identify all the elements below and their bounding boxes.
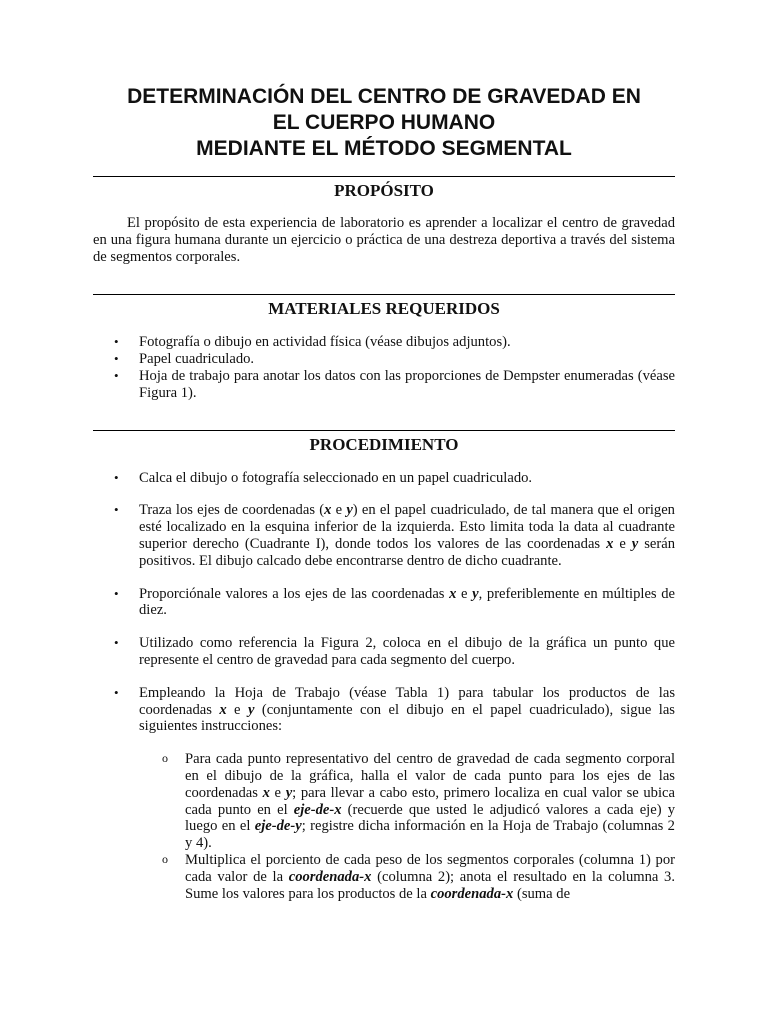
section-divider — [93, 176, 675, 177]
circle-bullet-icon: o — [162, 751, 168, 766]
proposito-paragraph: El propósito de esta experiencia de laboratorio es aprender a localizar el centro de gravedad en una figura humana durante un ejercicio o práctica de una destreza deportiva a través del sistema de segmentos corporales. — [93, 215, 675, 265]
bullet-icon: • — [114, 635, 119, 651]
bullet-icon: • — [114, 585, 119, 601]
list-item: • Traza los ejes de coordenadas (x e y) en el papel cuadriculado, de tal manera que el origen esté localizado en la esquina inferior de la izquierda. Esto limita toda la data al cuadrante superior derecho (Cuadrante I), donde todos los valores de las coordenadas x e y serán positivos. El dibujo calcado debe encontrarse dentro de dicho cuadrante. — [114, 502, 675, 569]
section-divider — [93, 430, 675, 431]
list-item: • Utilizado como referencia la Figura 2, coloca en el dibujo de la gráfica un punto que represente el centro de gravedad para cada segmento del cuerpo. — [114, 635, 675, 668]
section-heading-materiales: MATERIALES REQUERIDOS — [268, 299, 500, 319]
procedimiento-list — [93, 470, 675, 903]
list-item: • Hoja de trabajo para anotar los datos con las proporciones de Dempster enumeradas (véase Figura 1). — [114, 367, 675, 401]
bullet-icon: • — [114, 469, 119, 485]
list-item: • Empleando la Hoja de Trabajo (véase Tabla 1) para tabular los productos de las coordenadas x e y (conjuntamente con el dibujo en el papel cuadriculado), sigue las siguientes instrucciones: o Para cada punto representativo del centro de gravedad de cada segmento corporal en el dibujo de la gráfica, halla el valor de cada punto para los ejes de las coordenadas x e y; para llevar a cabo esto, primero localiza en cual valor se ubica cada punto en el eje-de-x (recuerde que usted le adjudicó valores a cada eje) y luego en el eje-de-y; registre dicha información en la Hoja de Trabajo (columnas 2 y 4). o Multiplica el porciento de cada peso de los segmentos corporales (columna 1) por cada valor de la coordenada-x (columna 2); anota el resultado en la columna 3. Sume los valores para los productos de la coordenada-x (suma de — [93, 685, 675, 903]
title-line-2: EL CUERPO HUMANO — [272, 111, 496, 134]
list-item: • Fotografía o dibujo en actividad física (véase dibujos adjuntos). — [114, 334, 511, 351]
list-item: • Proporciónale valores a los ejes de las coordenadas x e y, preferiblemente en múltiples de diez. — [114, 585, 676, 619]
bullet-icon: • — [114, 684, 119, 700]
circle-bullet-icon: o — [162, 851, 168, 866]
sublist-item: o Multiplica el porciento de cada peso de los segmentos corporales (columna 1) por cada valor de la coordenada-x (columna 2); anota el resultado en la columna 3. Sume los valores para los productos de la coordenada-x (suma de — [162, 851, 675, 902]
instrucciones-sublist — [139, 751, 675, 902]
section-heading-proposito: PROPÓSITO — [334, 181, 434, 200]
bullet-icon: • — [114, 334, 119, 350]
bullet-icon: • — [114, 367, 119, 383]
sublist-item: o Para cada punto representativo del centro de gravedad de cada segmento corporal en el dibujo de la gráfica, halla el valor de cada punto para los ejes de las coordenadas x e y; para llevar a cabo esto, primero localiza en cual valor se ubica cada punto en el eje-de-x (recuerde que usted le adjudicó valores a cada eje) y luego en el eje-de-y; registre dicha información en la Hoja de Trabajo (columnas 2 y 4). — [162, 751, 675, 852]
document-title — [93, 84, 675, 162]
document-page — [93, 84, 675, 902]
list-item: • Calca el dibujo o fotografía seleccionado en un papel cuadriculado. — [114, 469, 533, 486]
title-line-3: MEDIANTE EL MÉTODO SEGMENTAL — [196, 137, 572, 160]
bullet-icon: • — [114, 502, 119, 518]
list-item: • Papel cuadriculado. — [114, 351, 255, 368]
section-divider — [93, 294, 675, 295]
bullet-icon: • — [114, 351, 119, 367]
materiales-list — [93, 334, 675, 401]
title-line-1: DETERMINACIÓN DEL CENTRO DE GRAVEDAD EN — [127, 85, 641, 108]
section-heading-procedimiento: PROCEDIMIENTO — [309, 434, 459, 454]
